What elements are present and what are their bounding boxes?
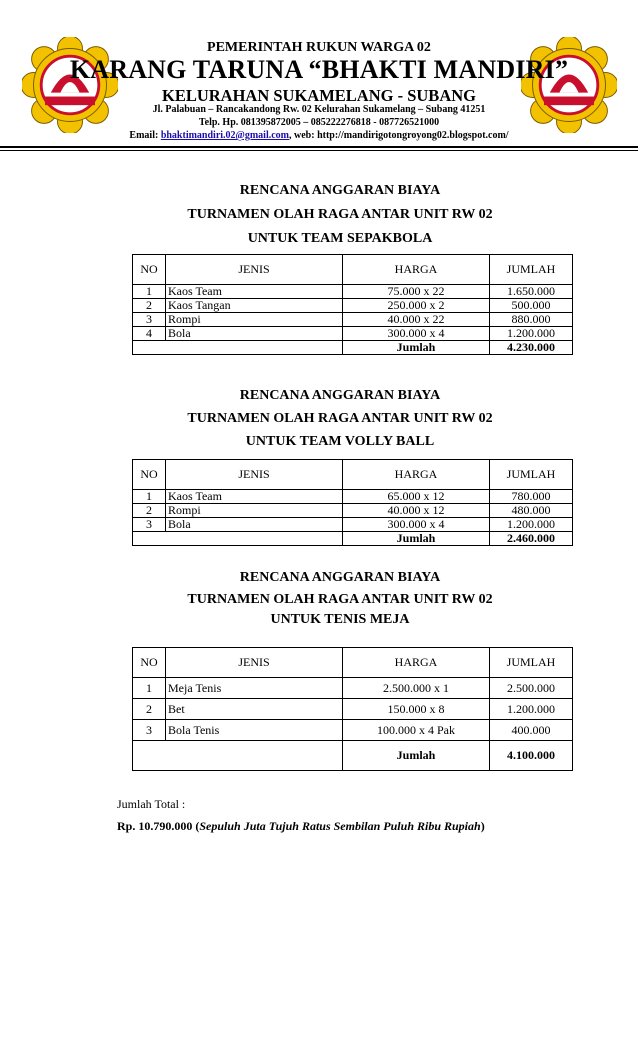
section-3-title-1: RENCANA ANGGARAN BIAYA bbox=[239, 570, 441, 585]
cell-jenis: Meja Tenis bbox=[166, 678, 343, 699]
cell-jumlah: 480.000 bbox=[490, 504, 573, 518]
table-row bbox=[133, 490, 573, 504]
email-link[interactable]: bhaktimandiri.02@gmail.com bbox=[160, 130, 290, 141]
total-value: 2.460.000 bbox=[490, 532, 573, 546]
cell-jumlah: 1.650.000 bbox=[490, 285, 573, 299]
col-jenis: JENIS bbox=[166, 648, 343, 678]
header-kelurahan: KELURAHAN SUKAMELANG - SUBANG bbox=[162, 86, 476, 105]
email-label: Email: bbox=[129, 130, 159, 141]
grand-total-label: Jumlah Total : bbox=[117, 797, 186, 811]
table-header-row bbox=[133, 648, 573, 678]
header-address: Jl. Palabuan – Rancakandong Rw. 02 Kelurahan Sukamelang – Subang 41251 bbox=[152, 104, 486, 115]
cell-no: 1 bbox=[133, 490, 166, 504]
cell-jenis: Kaos Tangan bbox=[166, 299, 343, 313]
col-jumlah: JUMLAH bbox=[490, 648, 573, 678]
grand-total-words: Sepuluh Juta Tujuh Ratus Sembilan Puluh Ribu Rupiah bbox=[199, 819, 481, 833]
col-no: NO bbox=[133, 648, 166, 678]
cell-jenis: Bet bbox=[166, 699, 343, 720]
cell-jumlah: 400.000 bbox=[490, 720, 573, 741]
col-jenis: JENIS bbox=[166, 460, 343, 490]
table-row bbox=[133, 678, 573, 699]
grand-total: Rp. 10.790.000 (Sepuluh Juta Tujuh Ratus Sembilan Puluh Ribu Rupiah) bbox=[117, 819, 485, 833]
cell-no: 2 bbox=[133, 504, 166, 518]
table-total-row bbox=[133, 341, 573, 355]
col-no: NO bbox=[133, 460, 166, 490]
cell-jumlah: 1.200.000 bbox=[490, 699, 573, 720]
total-value: 4.100.000 bbox=[490, 741, 573, 771]
budget-table-sepakbola bbox=[132, 254, 573, 355]
cell-harga: 65.000 x 12 bbox=[343, 490, 490, 504]
header-contact bbox=[0, 130, 638, 141]
header-rule-thin bbox=[0, 150, 638, 151]
cell-empty bbox=[133, 741, 343, 771]
total-label: Jumlah bbox=[343, 532, 490, 546]
web-text: , web: http://mandirigotongroyong02.blogspot.com/ bbox=[289, 130, 509, 141]
cell-jumlah: 1.200.000 bbox=[490, 518, 573, 532]
table-row bbox=[133, 313, 573, 327]
header-rule-thick bbox=[0, 146, 638, 148]
cell-no: 3 bbox=[133, 313, 166, 327]
cell-harga: 300.000 x 4 bbox=[343, 518, 490, 532]
budget-table-volly bbox=[132, 459, 573, 546]
section-1-title-1: RENCANA ANGGARAN BIAYA bbox=[239, 183, 441, 198]
table-row bbox=[133, 504, 573, 518]
cell-harga: 250.000 x 2 bbox=[343, 299, 490, 313]
table-row bbox=[133, 299, 573, 313]
table-header-row bbox=[133, 460, 573, 490]
cell-no: 1 bbox=[133, 285, 166, 299]
col-jenis: JENIS bbox=[166, 255, 343, 285]
cell-harga: 150.000 x 8 bbox=[343, 699, 490, 720]
cell-harga: 40.000 x 12 bbox=[343, 504, 490, 518]
cell-no: 3 bbox=[133, 518, 166, 532]
table-total-row bbox=[133, 532, 573, 546]
cell-jumlah: 780.000 bbox=[490, 490, 573, 504]
section-1-title-3: UNTUK TEAM SEPAKBOLA bbox=[247, 231, 433, 246]
cell-harga: 75.000 x 22 bbox=[343, 285, 490, 299]
cell-harga: 300.000 x 4 bbox=[343, 327, 490, 341]
table-row bbox=[133, 327, 573, 341]
cell-jenis: Kaos Team bbox=[166, 285, 343, 299]
total-label: Jumlah bbox=[343, 341, 490, 355]
section-2-title-1: RENCANA ANGGARAN BIAYA bbox=[239, 388, 441, 403]
table-row bbox=[133, 518, 573, 532]
cell-jenis: Rompi bbox=[166, 504, 343, 518]
section-1-title-2: TURNAMEN OLAH RAGA ANTAR UNIT RW 02 bbox=[187, 207, 493, 222]
table-row bbox=[133, 720, 573, 741]
cell-jenis: Bola bbox=[166, 518, 343, 532]
cell-harga: 40.000 x 22 bbox=[343, 313, 490, 327]
cell-no: 4 bbox=[133, 327, 166, 341]
cell-empty bbox=[133, 532, 343, 546]
budget-table-tenis-meja bbox=[132, 647, 573, 771]
cell-no: 3 bbox=[133, 720, 166, 741]
header-government: PEMERINTAH RUKUN WARGA 02 bbox=[207, 40, 431, 55]
cell-jumlah: 1.200.000 bbox=[490, 327, 573, 341]
col-jumlah: JUMLAH bbox=[490, 255, 573, 285]
table-row bbox=[133, 699, 573, 720]
table-total-row bbox=[133, 741, 573, 771]
col-no: NO bbox=[133, 255, 166, 285]
cell-jumlah: 500.000 bbox=[490, 299, 573, 313]
cell-harga: 100.000 x 4 Pak bbox=[343, 720, 490, 741]
section-2-title-2: TURNAMEN OLAH RAGA ANTAR UNIT RW 02 bbox=[187, 411, 493, 426]
section-2-title-3: UNTUK TEAM VOLLY BALL bbox=[245, 434, 435, 449]
cell-no: 2 bbox=[133, 299, 166, 313]
cell-jumlah: 2.500.000 bbox=[490, 678, 573, 699]
cell-jumlah: 880.000 bbox=[490, 313, 573, 327]
section-3-title-2: TURNAMEN OLAH RAGA ANTAR UNIT RW 02 bbox=[187, 592, 493, 607]
col-harga: HARGA bbox=[343, 255, 490, 285]
col-harga: HARGA bbox=[343, 648, 490, 678]
cell-jenis: Bola bbox=[166, 327, 343, 341]
grand-total-amount: Rp. 10.790.000 bbox=[117, 819, 193, 833]
col-jumlah: JUMLAH bbox=[490, 460, 573, 490]
section-3-title-3: UNTUK TENIS MEJA bbox=[270, 612, 410, 627]
header-phone: Telp. Hp. 081395872005 – 085222276818 - 087726521000 bbox=[198, 117, 440, 128]
total-value: 4.230.000 bbox=[490, 341, 573, 355]
total-label: Jumlah bbox=[343, 741, 490, 771]
cell-no: 1 bbox=[133, 678, 166, 699]
table-row bbox=[133, 285, 573, 299]
header-organization: KARANG TARUNA “BHAKTI MANDIRI” bbox=[69, 55, 569, 84]
cell-jenis: Bola Tenis bbox=[166, 720, 343, 741]
cell-harga: 2.500.000 x 1 bbox=[343, 678, 490, 699]
cell-empty bbox=[133, 341, 343, 355]
cell-jenis: Rompi bbox=[166, 313, 343, 327]
cell-jenis: Kaos Team bbox=[166, 490, 343, 504]
cell-no: 2 bbox=[133, 699, 166, 720]
col-harga: HARGA bbox=[343, 460, 490, 490]
table-header-row bbox=[133, 255, 573, 285]
